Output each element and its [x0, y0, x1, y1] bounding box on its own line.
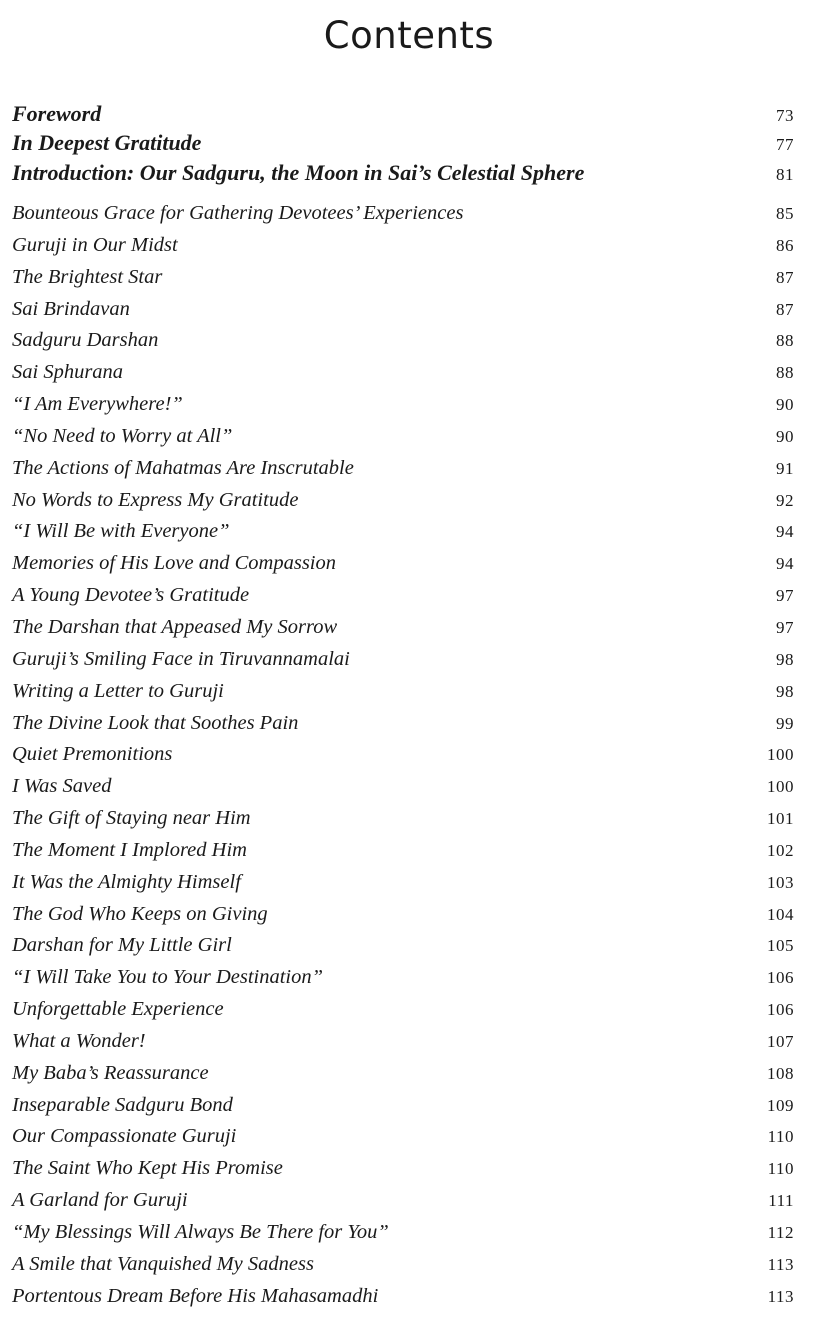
toc-entry — [12, 998, 794, 1030]
toc-entry-page-number: 97 — [776, 617, 794, 637]
page-title: Contents — [323, 14, 495, 57]
toc-entry — [12, 425, 794, 457]
toc-entry-page-number: 77 — [776, 135, 794, 155]
toc-entry-title: The Saint Who Kept His Promise — [12, 1157, 283, 1180]
toc-entry — [12, 807, 794, 839]
toc-entry — [12, 1157, 794, 1189]
toc-entry-page-number: 108 — [767, 1063, 794, 1083]
toc-entry — [12, 1221, 794, 1253]
toc-entry-page-number: 113 — [767, 1286, 794, 1306]
toc-entry-title: Sai Sphurana — [12, 361, 124, 384]
toc-entry-page-number: 111 — [768, 1191, 794, 1211]
toc-entry-title: The Gift of Staying near Him — [12, 807, 251, 830]
toc-entry — [12, 298, 794, 330]
toc-entry-title: “My Blessings Will Always Be There for You” — [12, 1221, 389, 1243]
toc-entry — [12, 1094, 794, 1126]
toc-entry-page-number: 92 — [776, 490, 794, 510]
toc-entry-page-number: 87 — [776, 299, 794, 319]
toc-entry — [12, 871, 794, 903]
toc-entry — [12, 680, 794, 712]
toc-entry — [12, 616, 794, 648]
toc-entry-title: The Darshan that Appeased My Sorrow — [12, 615, 338, 638]
toc-entry-title: Unforgettable Experience — [12, 998, 224, 1021]
toc-entry-page-number: 110 — [767, 1127, 794, 1147]
toc-entry — [12, 775, 794, 807]
toc-entry — [12, 584, 794, 616]
toc-entry-title: Guruji’s Smiling Face in Tiruvannamalai — [12, 647, 350, 670]
toc-entry-page-number: 110 — [767, 1159, 794, 1179]
toc-entry-page-number: 94 — [776, 554, 794, 574]
toc-entry-title: A Garland for Guruji — [12, 1189, 188, 1212]
toc-entry-page-number: 104 — [767, 904, 794, 924]
toc-entry — [12, 266, 794, 298]
toc-entry — [12, 130, 794, 159]
toc-entry-title: Sadguru Darshan — [12, 329, 159, 352]
toc-entry-title: Writing a Letter to Guruji — [12, 679, 224, 702]
toc-entry — [12, 1253, 794, 1285]
toc-entry-page-number: 101 — [767, 809, 794, 829]
toc-entry — [12, 1030, 794, 1062]
toc-entry — [12, 234, 794, 266]
toc-entry — [12, 520, 794, 552]
toc-entry-page-number: 91 — [776, 458, 794, 478]
toc-entry-page-number: 85 — [776, 204, 794, 223]
toc-entry-page-number: 97 — [776, 586, 794, 606]
toc-entry — [12, 329, 794, 361]
toc-entry-page-number: 100 — [767, 745, 794, 765]
toc-entry-title: My Baba’s Reassurance — [12, 1061, 209, 1084]
toc-entry-title: What a Wonder! — [12, 1029, 146, 1052]
toc-entry-title: No Words to Express My Gratitude — [12, 488, 299, 511]
toc-entry — [12, 101, 794, 130]
toc-entry-page-number: 98 — [776, 649, 794, 669]
toc-entry-title: In Deepest Gratitude — [12, 130, 202, 156]
toc-entry — [12, 743, 794, 775]
toc-entry — [12, 457, 794, 489]
toc-entry-title: “I Will Be with Everyone” — [12, 520, 230, 543]
toc-entry-title: “I Will Take You to Your Destination” — [12, 966, 324, 989]
toc-entry — [12, 934, 794, 966]
toc-entry-page-number: 103 — [767, 872, 794, 892]
toc-entry-title: The Divine Look that Soothes Pain — [12, 711, 299, 734]
toc-entry-page-number: 112 — [767, 1223, 794, 1242]
toc-entry — [12, 839, 794, 871]
toc-entry-page-number: 107 — [767, 1031, 794, 1051]
toc-entry-title: Darshan for My Little Girl — [12, 934, 232, 957]
toc-entries-section — [12, 202, 794, 1317]
toc-entry-page-number: 109 — [767, 1095, 794, 1115]
toc-entry-title: Memories of His Love and Compassion — [12, 552, 337, 575]
toc-entry-title: I Was Saved — [12, 775, 112, 798]
toc-entry-page-number: 86 — [776, 235, 794, 255]
toc-entry-title: Introduction: Our Sadguru, the Moon in Sai’s Celestial Sphere — [12, 159, 585, 185]
toc-entry-page-number: 88 — [776, 331, 794, 351]
toc-entry-title: Guruji in Our Midst — [12, 233, 178, 256]
toc-entry-title: It Was the Almighty Himself — [12, 870, 241, 893]
toc-entry-title: Bounteous Grace for Gathering Devotees’ Experiences — [12, 202, 464, 224]
toc-entry-title: The Moment I Implored Him — [12, 838, 247, 861]
toc-entry-page-number: 106 — [767, 968, 794, 988]
toc-entry-page-number: 94 — [776, 522, 794, 542]
toc-entry-page-number: 81 — [776, 164, 794, 184]
toc-entry — [12, 966, 794, 998]
toc-entry-title: Our Compassionate Guruji — [12, 1125, 237, 1148]
toc-entry-title: Sai Brindavan — [12, 297, 130, 320]
toc-entry-title: A Young Devotee’s Gratitude — [12, 584, 250, 607]
toc-entry-title: “I Am Everywhere!” — [12, 393, 183, 416]
toc-entry-page-number: 73 — [776, 106, 794, 125]
toc-entry-title: The God Who Keeps on Giving — [12, 902, 268, 925]
toc-entry-title: The Actions of Mahatmas Are Inscrutable — [12, 456, 354, 479]
toc-entry — [12, 1062, 794, 1094]
toc-entry — [12, 1125, 794, 1157]
toc-major-section — [12, 101, 794, 189]
toc-entry-title: Inseparable Sadguru Bond — [12, 1093, 233, 1116]
toc-entry — [12, 1285, 794, 1317]
toc-entry — [12, 1189, 794, 1221]
toc-entry-title: Portentous Dream Before His Mahasamadhi — [12, 1284, 379, 1307]
toc-entry-title: “No Need to Worry at All” — [12, 424, 233, 447]
toc-entry-page-number: 113 — [767, 1254, 794, 1274]
toc-entry-title: The Brightest Star — [12, 265, 163, 288]
toc-entry-page-number: 87 — [776, 267, 794, 287]
toc-entry-page-number: 100 — [767, 777, 794, 797]
toc-entry — [12, 648, 794, 680]
toc-entry — [12, 361, 794, 393]
toc-entry-title: Quiet Premonitions — [12, 743, 173, 766]
toc-entry-page-number: 99 — [776, 713, 794, 733]
toc-entry — [12, 393, 794, 425]
toc-entry-page-number: 88 — [776, 363, 794, 383]
toc-entry-page-number: 105 — [767, 936, 794, 956]
toc-entry-title: A Smile that Vanquished My Sadness — [12, 1252, 314, 1275]
toc-entry — [12, 202, 794, 234]
toc-entry-page-number: 90 — [776, 395, 794, 415]
toc-entry — [12, 903, 794, 935]
toc-entry — [12, 160, 794, 189]
toc-entry — [12, 712, 794, 744]
toc-entry — [12, 552, 794, 584]
toc-entry — [12, 489, 794, 521]
toc-entry-page-number: 98 — [776, 681, 794, 701]
toc-entry-title: Foreword — [12, 101, 102, 126]
toc-entry-page-number: 90 — [776, 426, 794, 446]
toc-entry-page-number: 102 — [767, 840, 794, 860]
toc-entry-page-number: 106 — [767, 1000, 794, 1020]
